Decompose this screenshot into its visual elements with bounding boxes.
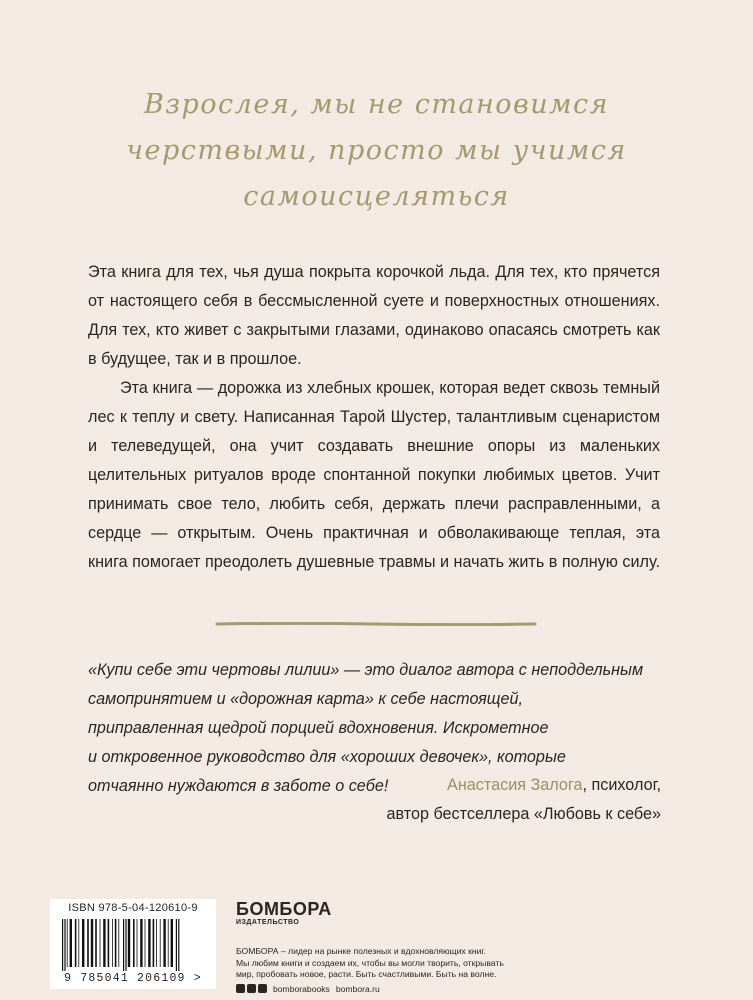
barcode-bars [60, 919, 206, 971]
description-paragraph: Эта книга — дорожка из хлебных крошек, которая ведет сквозь темный лес к теплу и свету. Написанная Тарой Шустер, талантливым сценаристом и телеведущей, она учит создавать внешние опоры из маленьких целительных ритуалов вроде спонтанной покупки любимых цветов. Учит принимать свое тело, любить себя, держать плечи расправленными, а сердце — открытым. Очень практичная и обволакивающе теплая, эта книга помогает преодолеть душевные травмы и начать жить в полную силу. [88, 379, 660, 571]
barcode-bar [103, 919, 105, 967]
website-link[interactable]: bombora.ru [335, 983, 380, 994]
quote-attribution [386, 771, 661, 829]
barcode-bar [133, 919, 135, 967]
author-name: Анастасия Залога [447, 776, 583, 794]
barcode-bar [82, 919, 84, 967]
barcode-bar [137, 919, 138, 967]
publisher-links [236, 984, 556, 994]
author-role: , психолог, [582, 776, 661, 794]
quote-line: «Купи себе эти чертовы лилии» — это диалог автора с неподдельным [88, 661, 644, 679]
description-paragraph: Эта книга для тех, чья душа покрыта корочкой льда. Для тех, кто прячется от настоящего себя в бессмысленной суете и поверхностных отношениях. Для тех, кто живет с закрытыми глазами, одинаково опасаясь смотреть как в будущее, так и в прошлое. [88, 263, 660, 368]
barcode-bar [108, 919, 110, 967]
quote-line: отчаянно нуждаются в заботе о себе! [88, 777, 389, 795]
author-credit: автор бестселлера «Любовь к себе» [386, 805, 661, 823]
quote-line: приправленная щедрой порцией вдохновения. Искрометное [88, 719, 549, 737]
barcode-bar [171, 919, 173, 967]
barcode-bar [140, 919, 142, 967]
barcode-bar [153, 919, 155, 967]
quote-line: самопринятием и «дорожная карта» к себе настоящей, [88, 690, 524, 708]
isbn-number: ISBN 978-5-04-120610-9 [68, 902, 198, 914]
barcode-bar [148, 919, 150, 967]
publisher-description-line: БОМБОРА – лидер на рынке полезных и вдохновляющих книг. [236, 946, 486, 956]
barcode-digits: 9 785041 206109 > [64, 972, 202, 985]
headline-line: Взрослея, мы не становимся [143, 89, 610, 120]
barcode-bar [62, 919, 63, 971]
barcode-bar [178, 919, 179, 971]
barcode-bar [78, 919, 79, 967]
publisher-subtitle: ИЗДАТЕЛЬСТВО [236, 919, 300, 926]
isbn-barcode [50, 899, 216, 989]
publisher-description [236, 946, 556, 981]
barcode-bar [118, 919, 119, 967]
social-network-icon [247, 984, 256, 993]
quote-line: и откровенное руководство для «хороших девочек», которые [88, 748, 566, 766]
barcode-bar [145, 919, 146, 967]
social-network-icon [258, 984, 267, 993]
barcode-bar [128, 919, 130, 967]
barcode-bar [95, 919, 97, 967]
brush-divider [215, 622, 537, 626]
publisher-logo: БОМБОРА [236, 899, 332, 919]
barcode-bar [91, 919, 93, 967]
publisher-description-line: мир, пробовать новое, расти. Быть счастливыми. Быть на волне. [236, 969, 497, 979]
social-handle[interactable]: bomborabooks [273, 983, 330, 994]
barcode-bar [67, 919, 68, 967]
description [88, 258, 660, 577]
social-network-icon [236, 984, 245, 993]
barcode-bar [168, 919, 169, 967]
publisher-description-line: Мы любим книги и создаем их, чтобы вы могли творить, открывать [236, 957, 504, 968]
barcode-bar [64, 919, 65, 971]
publisher-block [236, 900, 556, 994]
social-icons [236, 984, 267, 993]
barcode-bar [70, 919, 72, 967]
barcode-bar [100, 919, 101, 967]
barcode-bar [123, 919, 124, 971]
headline-line: самоисцеляться [243, 181, 510, 212]
barcode-bar [75, 919, 77, 967]
barcode-bar [125, 919, 126, 971]
barcode-bar [176, 919, 177, 971]
barcode-bar [160, 919, 161, 967]
headline-line: черствыми, просто мы учимся [126, 135, 627, 166]
headline [60, 82, 693, 220]
barcode-bar [112, 919, 113, 967]
barcode-bar [115, 919, 117, 967]
barcode-bar [156, 919, 157, 967]
barcode-bar [163, 919, 165, 967]
barcode-bar [87, 919, 89, 967]
